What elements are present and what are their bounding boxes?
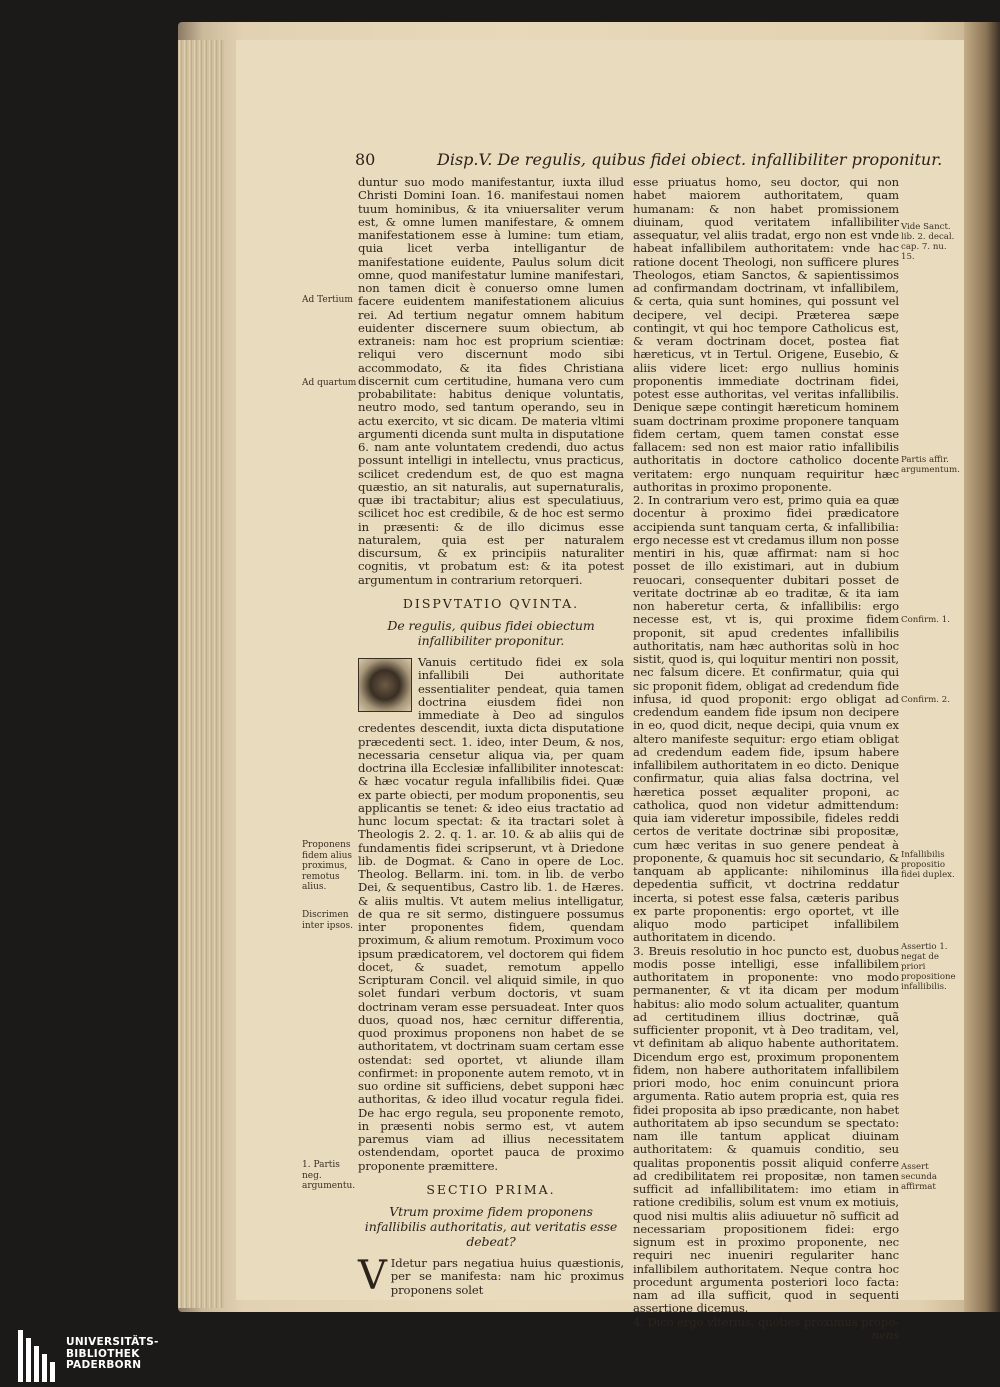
margin-partis-neg: 1. Partis neg. argumentu. bbox=[302, 1160, 356, 1191]
running-title: Disp.V. De regulis, quibus fidei obiect. infallibiliter proponitur. bbox=[437, 150, 943, 169]
catchword: nens bbox=[871, 1327, 899, 1342]
library-name bbox=[66, 1337, 159, 1372]
drop-cap-v-icon: V bbox=[358, 1253, 387, 1299]
page-number: 80 bbox=[355, 150, 376, 169]
section-title: Vtrum proxime fidem proponens infallibilis authoritatis, aut veritatis esse debeat? bbox=[364, 1204, 618, 1249]
library-line-2: BIBLIOTHEK bbox=[66, 1347, 140, 1360]
margin-confirm-1: Confirm. 1. bbox=[901, 615, 950, 625]
margin-vide: Vide Sanct. lib. 2. decal. cap. 7. nu. 15. bbox=[901, 222, 955, 262]
right-paragraph-3: 3. Breuis resolutio in hoc puncto est, duobus modis posse intelligi, esse infallibilem authoritatem in proponente: vno modo permanenter, & vt ita dicam per modum habitus: alio modo solum actualiter, quantum ad certitudinem illius doctrinæ, quã sufficienter proponit, vt à Deo traditam, vel, vt definitam ab aliquo habente authoritatem. Dicendum ergo est, proximum proponentem fidem, non habere authoritatem infallibilem priori modo, hoc enim conuincunt priora argumenta. Ratio autem propria est, quia res fidei proposita ab ipso prædicante, non habet authoritatem ab ipso secundum se spectato: nam ille tantum applicat diuinam authoritatem: & quamuis conditio, seu qualitas proponentis possit aliquid conferre ad credibilitatem rei propositæ, non tamen sufficit ad infallibilitatem: imo etiam in ratione credibilis, solum est vnum ex motiuis, quod nisi multis aliis adiuuetur nõ sufficit ad necessariam propositionem fidei: ergo signum est in proximo proponente, nec requiri nec inueniri regulariter hanc infallibilem authoritatem. Neque contra hoc procedunt argumenta posteriori loco facta: nam ad illa sufficit, quod in sequenti assertione dicemus. bbox=[633, 943, 899, 1316]
margin-confirm-2: Confirm. 2. bbox=[901, 695, 950, 705]
decorated-initial-icon bbox=[358, 658, 412, 712]
margin-ad-quartum: Ad quartum bbox=[302, 378, 357, 388]
right-column bbox=[633, 176, 899, 1342]
left-column bbox=[358, 176, 624, 1297]
disputatio-heading: DISPVTATIO QVINTA. bbox=[402, 595, 580, 611]
left-paragraph-1: duntur suo modo manifestantur, iuxta illud Christi Domini Ioan. 16. manifestaui nomen tuum hominibus, & ita vniuersaliter verum est, & omne lumen manifestare, & omnem manifestationem esse à lumine: tum etiam, quia licet verba intelligantur de manifestatione euidente, Paulus solum dicit omne, quod manifestatur lumine manifestari, non tamen dicit è conuerso omne lumen facere euidentem manifestationem alicuius rei. Ad tertium negatur omnem habitum euidenter discernere suum obiectum, ab extraneis: nam hoc est proprium scientiæ: reliqui vero discernunt modo sibi accommodato, & ita fides Christiana discernit cum certitudine, humana vero cum probabilitate: habitus denique voluntatis, neutro modo, sed tantum operando, seu in actu exercito, vt sic dicam. De materia vltimi argumenti dicenda sunt multa in disputatione 6. nam ante voluntatem credendi, duo actus possunt intelligi in intellectu, vnus practicus, scilicet credendum est, de quo est magna quæstio, an sit naturalis, aut supernaturalis, quæ ibi tractabitur; alius est speculatiuus, scilicet hoc est credibile, & de hoc est sermo in præsenti: & de illo dicimus esse naturalem, quia est per naturalem discursum, & ex principiis naturaliter cognitis, vt probatum est: & ita potest argumentum in contrarium retorqueri. bbox=[358, 175, 624, 587]
margin-infallibilis: Infallibilis propositio fidei duplex. bbox=[901, 850, 955, 880]
right-paragraph-2: 2. In contrarium vero est, primo quia ea quæ docentur à proximo fidei prædicatore accipienda sunt tanquam certa, & infallibilia: ergo necesse est vt credamus illum non posse mentiri in his, quæ affirmat: nam si hoc posset de illo existimari, aut in dubium reuocari, consequenter dubitari posset de veritate doctrinæ ab eo traditæ, & ita iam non haberetur certa, & infallibilis: ergo necesse est, vt is, qui proxime fidem proponit, sit apud credentes infallibilis authoritatis, nam hæc authoritas solù in hoc sistit, quod is, qui loquitur mentiri non possit, nec falsum dicere. Et confirmatur, quia qui sic proponit fidem, obligat ad credendum fide infusa, id quod proponit: ergo obligat ad credendum eandem fide ipsum non decipere in eo, quod dicit, neque decipi, quia vnum ex altero manifeste sequitur: ergo etiam obligat ad credendum eadem fide, ipsum habere infallibilem authoritatem in eo dicto. Denique confirmatur, quia alias falsa doctrina, vel hæretica posset æqualiter proponi, ac catholica, quod non videtur admittendum: quia iam videretur impossibile, fideles reddi certos de veritate doctrinæ sibi propositæ, cum hæc veritas in suo genere pendeat à proponente, & quamuis hoc sit secundario, & tanquam ab applicante: nihilominus illa depedentia sufficit, vt doctrina reddatur incerta, si potest esse falsa, cæteris paribus ex parte proponentis: ergo oportet, vt ille aliquo modo participet infallibilem authoritatem in dicendo. bbox=[633, 493, 899, 945]
margin-discrimen: Discrimen inter ipsos. bbox=[302, 910, 353, 931]
margin-assert-secunda: Assert secunda affirmat bbox=[901, 1162, 938, 1192]
running-head bbox=[355, 150, 943, 172]
margin-proponens: Proponens fidem alius proximus, remotus alius. bbox=[302, 840, 353, 892]
right-paragraph-4: 4. Dico ergo vlterius, quoties proximus propo- bbox=[633, 1314, 899, 1329]
page-edges bbox=[178, 40, 224, 1308]
book-gutter bbox=[964, 22, 1000, 1312]
library-line-3: PADERBORN bbox=[66, 1359, 142, 1371]
margin-assertio: Assertio 1. negat de priori propositione infallibilis. bbox=[901, 942, 956, 992]
margin-ad-tertium: Ad Tertium bbox=[302, 295, 353, 305]
library-line-1: UNIVERSITÄTS- bbox=[66, 1336, 159, 1348]
right-paragraph-1: esse priuatus homo, seu doctor, qui non habet maiorem authoritatem, quam humanam: & non habet promissionem diuinam, quod veritatem infallibiliter assequatur, vel aliis tradat, ergo non est vnde habeat infallibilem authoritatem: vnde hac ratione docent Theologi, non sufficere plures Theologos, etiam Sanctos, & sapientissimos ad confirmandam doctrinam, vt infallibilem, & certa, quia sunt homines, qui possunt vel decipere, vel decipi. Præterea sæpe contingit, vt qui hoc tempore Catholicus est, & veram doctrinam docet, postea fiat hæreticus, vt in Tertul. Origene, Eusebio, & aliis videre licet: ergo nullius hominis proponentis immediate doctrinam fidei, potest esse authoritas, vel veritas infallibilis. Denique sæpe contingit hæreticum hominem suam doctrinam proxime proponere tanquam fidem certam, quem tamen constat esse fallacem: sed non est maior ratio infallibilis authoritatis in doctore catholico docente veritatem: ergo nunquam requiritur hæc authoritas in proximo proponente. bbox=[633, 175, 899, 494]
left-paragraph-2: Vanuis certitudo fidei ex sola infallibili Dei authoritate essentialiter pendeat, quia tamen doctrina eiusdem fidei non immediate à Deo ad singulos credentes descendit, iuxta dicta disputatione præcedenti sect. 1. ideo, inter Deum, & nos, necessaria censetur aliqua via, per quam doctrina illa Ecclesiæ infallibiliter innotescat: & hæc vocatur regula infallibilis fidei. Quæ ex parte obiecti, per modum proponentis, seu applicantis se tenet: & ideo eius tractatio ad hunc locum spectat: & ita tractari solet à Theologis 2. 2. q. 1. ar. 10. & ab aliis qui de fundamentis fidei scripserunt, vt à Driedone lib. de Dogmat. & Cano in opere de Loc. Theolog. Bellarm. ini. tom. in lib. de verbo Dei, & sequentibus, Castro lib. 1. de Hæres. & aliis multis. Vt autem melius intelligatur, de qua re sit sermo, distinguere possumus inter proponentes fidem, quendam proximum, & alium remotum. Proximum voco ipsum prædicatorem, vel doctorem qui fidem docet, & suadet, remotum appello Scripturam Concil. vel aliquid simile, in quo solet fundari verbum doctoris, vt suam doctrinam veram esse persuadeat. Inter quos duos, quoad nos, hæc cernitur differentia, quod proximus proponens non habet de se authoritatem, vt doctrinam suam certam esse ostendat: sed oportet, vt aliunde illam confirmet: in proponente autem remoto, vt in suo ordine sit sufficiens, debet supponi hæc authoritas, & ideo illud vocatur regula fidei. De hac ergo regula, seu proponente remoto, in præsenti nobis sermo est, vt autem paremus viam ad illius necessitatem ostendendam, oportet pauca de proximo proponente præmittere. bbox=[358, 655, 624, 1173]
disputatio-subheading: De regulis, quibus fidei obiectum infallibiliter proponitur. bbox=[387, 618, 595, 648]
left-paragraph-3: Idetur pars negatiua huius quæstionis, per se manifesta: nam hic proximus proponens solet bbox=[390, 1256, 624, 1297]
library-logo-icon bbox=[18, 1330, 58, 1382]
section-heading: SECTIO PRIMA. bbox=[426, 1181, 556, 1197]
margin-partis-affir: Partis affir. argumentum. bbox=[901, 455, 960, 475]
